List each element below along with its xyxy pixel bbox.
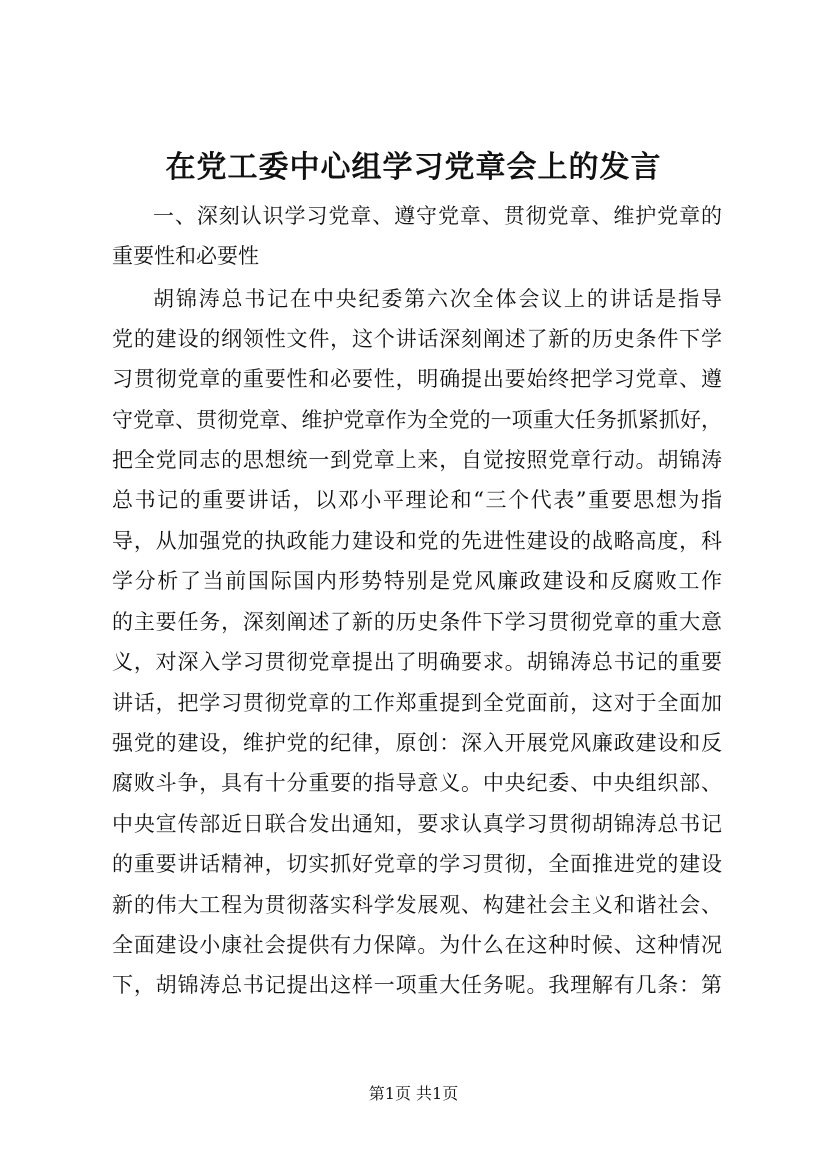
body-line: 的重要讲话精神，切实抓好党章的学习贯彻，全面推进党的建设 — [112, 852, 722, 876]
body-line: 守党章、贯彻党章、维护党章作为全党的一项重大任务抓紧抓好， — [112, 408, 722, 432]
body-line: 总书记的重要讲话，以邓小平理论和“三个代表”重要思想为指 — [112, 488, 722, 512]
body-line: 义，对深入学习贯彻党章提出了明确要求。胡锦涛总书记的重要 — [112, 650, 722, 674]
body-line: 习贯彻党章的重要性和必要性，明确提出要始终把学习党章、遵 — [112, 367, 722, 391]
body-line: 腐败斗争，具有十分重要的指导意义。中央纪委、中央组织部、 — [112, 771, 722, 795]
body-line: 全面建设小康社会提供有力保障。为什么在这种时候、这种情况 — [112, 933, 722, 957]
body-line: 讲话，把学习贯彻党章的工作郑重提到全党面前，这对于全面加 — [112, 691, 722, 715]
body-line: 的主要任务，深刻阐述了新的历史条件下学习贯彻党章的重大意 — [112, 610, 722, 634]
body-line: 中央宣传部近日联合发出通知，要求认真学习贯彻胡锦涛总书记 — [112, 812, 722, 836]
body-line: 导，从加强党的执政能力建设和党的先进性建设的战略高度，科 — [112, 529, 722, 553]
body-line: 下，胡锦涛总书记提出这样一项重大任务呢。我理解有几条：第 — [112, 973, 722, 997]
document-title: 在党工委中心组学习党章会上的发言 — [165, 150, 662, 185]
body-line: 把全党同志的思想统一到党章上来，自觉按照党章行动。胡锦涛 — [112, 448, 722, 472]
heading-line-2: 重要性和必要性 — [112, 244, 259, 268]
body-line: 党的建设的纲领性文件，这个讲话深刻阐述了新的历史条件下学 — [112, 327, 722, 351]
body-line: 胡锦涛总书记在中央纪委第六次全体会议上的讲话是指导 — [153, 287, 722, 311]
body-line: 强党的建设，维护党的纪律，原创：深入开展党风廉政建设和反 — [112, 731, 722, 755]
page-footer: 第1页 共1页 — [368, 1084, 459, 1103]
body-line: 学分析了当前国际国内形势特别是党风廉政建设和反腐败工作 — [112, 569, 722, 593]
body-line: 新的伟大工程为贯彻落实科学发展观、构建社会主义和谐社会、 — [112, 893, 722, 917]
heading-line-1: 一、深刻认识学习党章、遵守党章、贯彻党章、维护党章的 — [153, 204, 722, 228]
